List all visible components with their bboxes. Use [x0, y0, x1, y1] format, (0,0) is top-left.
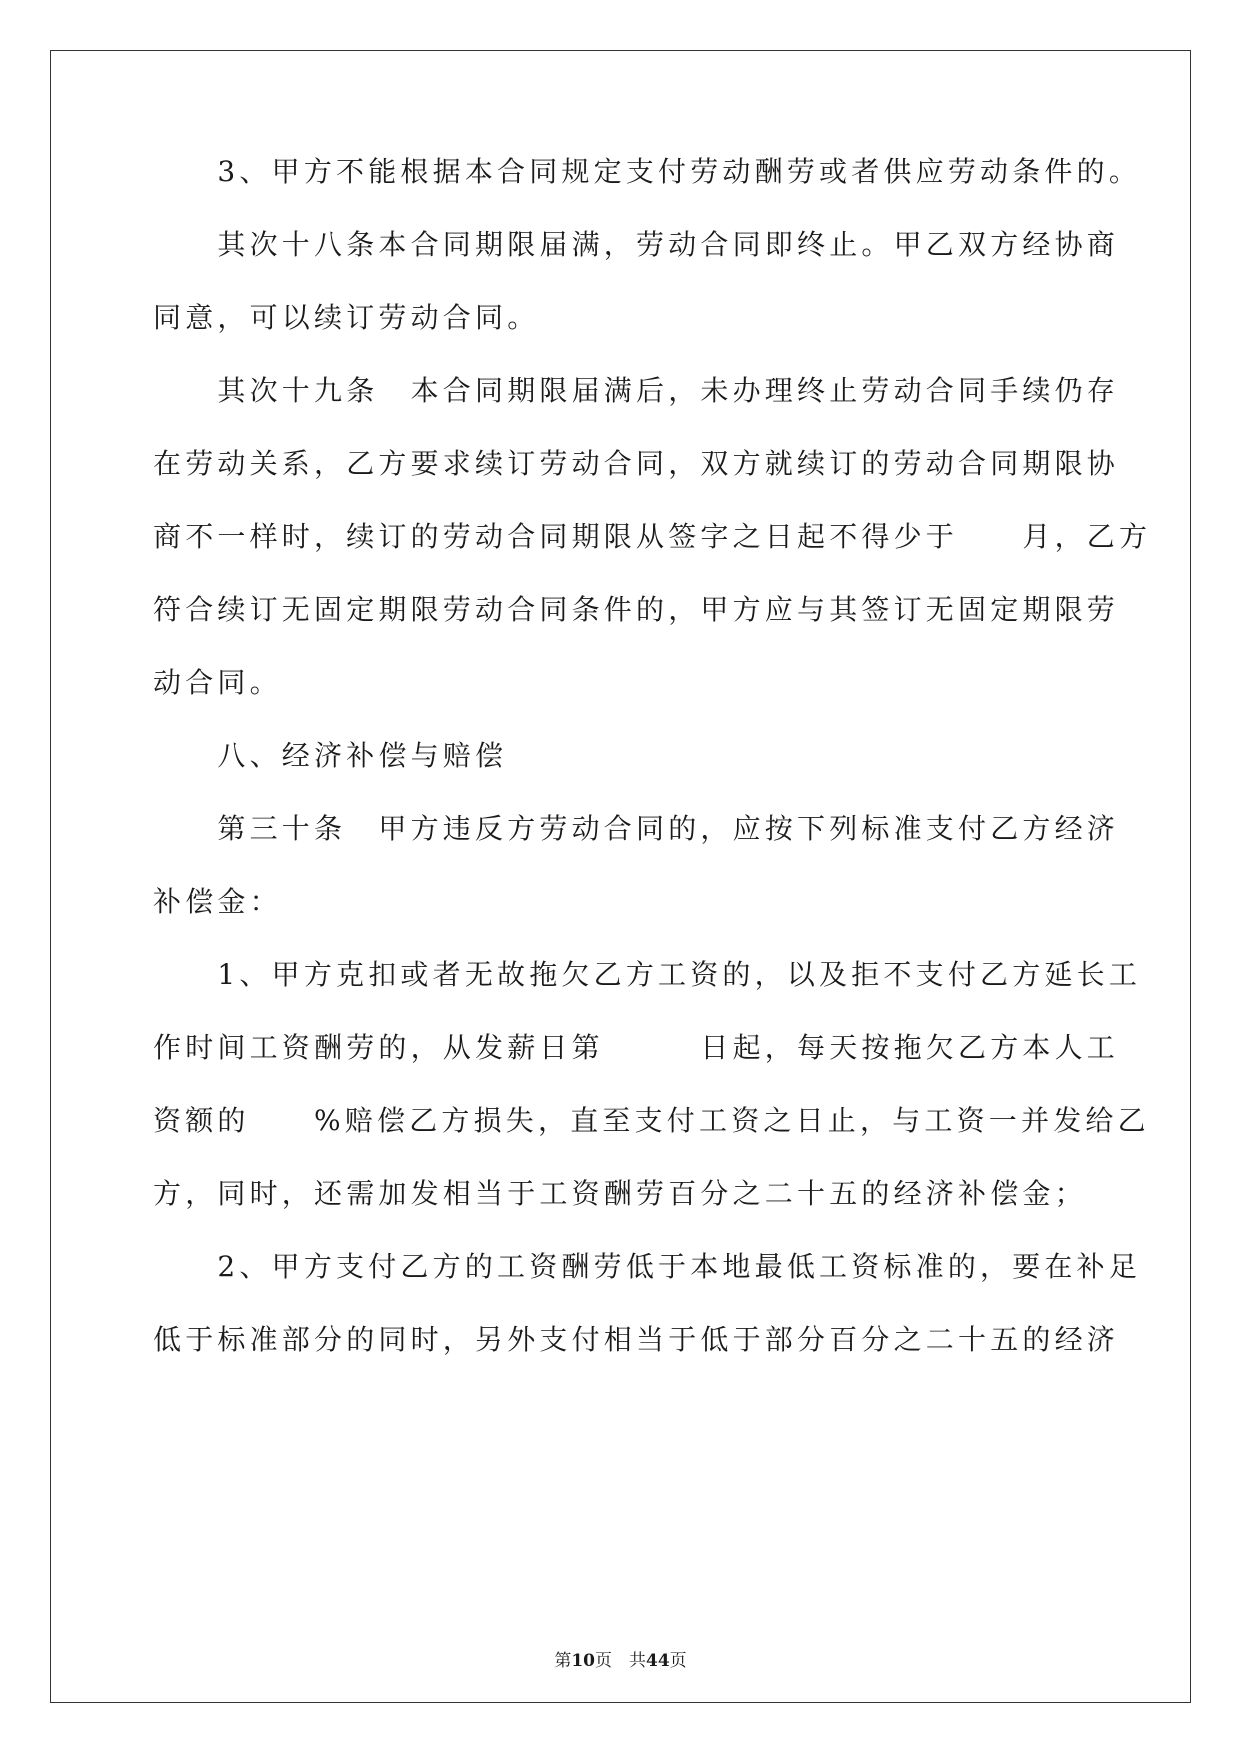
text-line: 方，同时，还需加发相当于工资酬劳百分之二十五的经济补偿金；	[153, 1177, 1087, 1210]
footer-prefix: 第	[554, 1651, 572, 1671]
page-footer	[0, 1646, 1241, 1671]
text-line: 作时间工资酬劳的，从发薪日第 日起，每天按拖欠乙方本人工	[153, 1031, 1120, 1064]
text-line: 符合续订无固定期限劳动合同条件的，甲方应与其签订无固定期限劳	[153, 593, 1120, 626]
current-page-number: 10	[571, 1651, 595, 1671]
section-heading: 八、经济补偿与赔偿	[153, 739, 508, 772]
text-line: 第三十条 甲方违反方劳动合同的，应按下列标准支付乙方经济	[153, 812, 1120, 845]
text-line: 动合同。	[153, 666, 282, 699]
footer-suffix: 页	[669, 1651, 687, 1671]
text-line: 3、甲方不能根据本合同规定支付劳动酬劳或者供应劳动条件的。	[153, 155, 1142, 188]
text-line: 在劳动关系，乙方要求续订劳动合同，双方就续订的劳动合同期限协	[153, 447, 1120, 480]
text-line: 其次十八条本合同期限届满，劳动合同即终止。甲乙双方经协商	[153, 228, 1120, 261]
text-line: 同意，可以续订劳动合同。	[153, 301, 540, 334]
text-line: 其次十九条 本合同期限届满后，未办理终止劳动合同手续仍存	[153, 374, 1120, 407]
text-line: 补偿金：	[153, 885, 282, 918]
total-pages-number: 44	[646, 1651, 670, 1671]
text-line: 2、甲方支付乙方的工资酬劳低于本地最低工资标准的，要在补足	[153, 1250, 1142, 1283]
text-line: 商不一样时，续订的劳动合同期限从签字之日起不得少于 月，乙方	[153, 520, 1152, 553]
text-line: 1、甲方克扣或者无故拖欠乙方工资的，以及拒不支付乙方延长工	[153, 958, 1142, 991]
footer-middle: 页 共	[595, 1651, 646, 1671]
text-line: 资额的 %赔偿乙方损失，直至支付工资之日止，与工资一并发给乙	[153, 1104, 1150, 1137]
text-line: 低于标准部分的同时，另外支付相当于低于部分百分之二十五的经济	[153, 1323, 1120, 1356]
